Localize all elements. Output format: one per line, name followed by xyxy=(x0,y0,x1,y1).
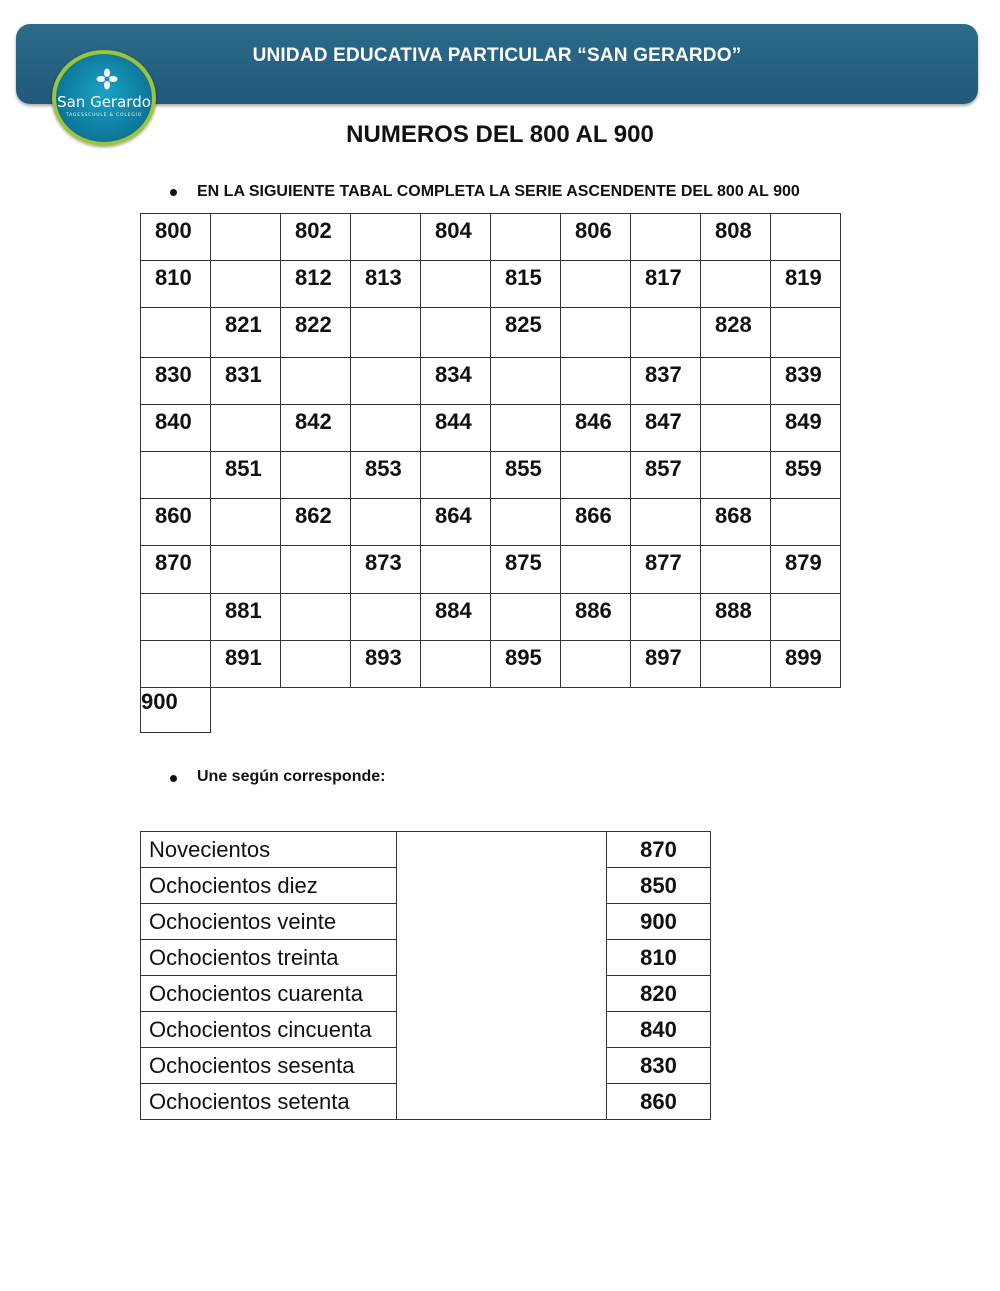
series-instruction: EN LA SIGUIENTE TABAL COMPLETA LA SERIE ASCENDENTE DEL 800 AL 900 xyxy=(197,183,800,200)
series-blank-cell[interactable] xyxy=(491,214,561,261)
number-value: 820 xyxy=(607,976,711,1012)
series-cell: 828 xyxy=(701,308,771,358)
series-cell: 873 xyxy=(351,546,421,594)
number-series-table xyxy=(140,213,841,688)
series-blank-cell[interactable] xyxy=(701,261,771,308)
series-blank-cell[interactable] xyxy=(701,405,771,452)
school-name: UNIDAD EDUCATIVA PARTICULAR “SAN GERARDO” xyxy=(252,45,742,66)
series-blank-cell[interactable] xyxy=(351,358,421,405)
series-blank-cell[interactable] xyxy=(771,308,841,358)
number-value: 830 xyxy=(607,1048,711,1084)
series-blank-cell[interactable] xyxy=(491,405,561,452)
series-blank-cell[interactable] xyxy=(701,358,771,405)
series-row xyxy=(141,358,841,405)
series-blank-cell[interactable] xyxy=(631,594,701,641)
series-cell: 864 xyxy=(421,499,491,546)
series-cell: 879 xyxy=(771,546,841,594)
series-cell: 877 xyxy=(631,546,701,594)
series-cell-900: 900 xyxy=(140,685,211,733)
series-cell: 839 xyxy=(771,358,841,405)
logo-name: San Gerardo xyxy=(57,93,151,111)
number-word: Ochocientos cincuenta xyxy=(141,1012,397,1048)
series-row xyxy=(141,594,841,641)
series-cell: 819 xyxy=(771,261,841,308)
series-blank-cell[interactable] xyxy=(211,546,281,594)
series-cell: 853 xyxy=(351,452,421,499)
series-cell: 821 xyxy=(211,308,281,358)
series-cell: 897 xyxy=(631,641,701,688)
number-word: Ochocientos setenta xyxy=(141,1084,397,1120)
series-blank-cell[interactable] xyxy=(351,594,421,641)
number-word: Ochocientos treinta xyxy=(141,940,397,976)
series-blank-cell[interactable] xyxy=(211,261,281,308)
series-cell: 846 xyxy=(561,405,631,452)
series-blank-cell[interactable] xyxy=(701,452,771,499)
number-value: 810 xyxy=(607,940,711,976)
series-cell: 855 xyxy=(491,452,561,499)
series-cell: 815 xyxy=(491,261,561,308)
series-cell: 831 xyxy=(211,358,281,405)
matching-line-area[interactable] xyxy=(397,832,607,1120)
series-blank-cell[interactable] xyxy=(421,261,491,308)
number-value: 900 xyxy=(607,904,711,940)
series-cell: 806 xyxy=(561,214,631,261)
series-blank-cell[interactable] xyxy=(631,308,701,358)
series-cell: 800 xyxy=(141,214,211,261)
series-cell: 857 xyxy=(631,452,701,499)
series-blank-cell[interactable] xyxy=(351,308,421,358)
bullet-icon xyxy=(170,189,177,196)
number-word: Ochocientos sesenta xyxy=(141,1048,397,1084)
series-cell: 837 xyxy=(631,358,701,405)
number-word: Ochocientos cuarenta xyxy=(141,976,397,1012)
series-blank-cell[interactable] xyxy=(421,452,491,499)
series-blank-cell[interactable] xyxy=(421,641,491,688)
series-cell: 830 xyxy=(141,358,211,405)
series-cell: 822 xyxy=(281,308,351,358)
series-cell: 875 xyxy=(491,546,561,594)
series-blank-cell[interactable] xyxy=(561,452,631,499)
series-cell: 834 xyxy=(421,358,491,405)
number-word: Ochocientos diez xyxy=(141,868,397,904)
series-blank-cell[interactable] xyxy=(701,641,771,688)
series-cell: 842 xyxy=(281,405,351,452)
number-word: Novecientos xyxy=(141,832,397,868)
series-blank-cell[interactable] xyxy=(421,308,491,358)
series-cell: 886 xyxy=(561,594,631,641)
bullet-icon xyxy=(170,775,177,782)
series-cell: 812 xyxy=(281,261,351,308)
series-blank-cell[interactable] xyxy=(561,358,631,405)
series-row xyxy=(141,499,841,546)
series-blank-cell[interactable] xyxy=(491,358,561,405)
series-cell: 895 xyxy=(491,641,561,688)
series-cell: 891 xyxy=(211,641,281,688)
series-cell: 870 xyxy=(141,546,211,594)
series-blank-cell[interactable] xyxy=(351,214,421,261)
number-value: 840 xyxy=(607,1012,711,1048)
series-cell: 844 xyxy=(421,405,491,452)
number-value: 860 xyxy=(607,1084,711,1120)
series-cell: 802 xyxy=(281,214,351,261)
series-blank-cell[interactable] xyxy=(141,308,211,358)
series-blank-cell[interactable] xyxy=(211,405,281,452)
series-blank-cell[interactable] xyxy=(771,214,841,261)
series-cell: 817 xyxy=(631,261,701,308)
series-cell: 810 xyxy=(141,261,211,308)
series-blank-cell[interactable] xyxy=(281,641,351,688)
flower-icon xyxy=(96,68,118,90)
matching-instruction: Une según corresponde: xyxy=(197,768,386,785)
series-cell: 881 xyxy=(211,594,281,641)
series-cell: 899 xyxy=(771,641,841,688)
series-blank-cell[interactable] xyxy=(631,499,701,546)
header-banner xyxy=(16,24,978,104)
series-blank-cell[interactable] xyxy=(351,405,421,452)
series-cell: 888 xyxy=(701,594,771,641)
series-cell: 893 xyxy=(351,641,421,688)
series-blank-cell[interactable] xyxy=(771,499,841,546)
series-cell: 866 xyxy=(561,499,631,546)
series-row xyxy=(141,452,841,499)
series-cell: 862 xyxy=(281,499,351,546)
series-row xyxy=(141,261,841,308)
series-blank-cell[interactable] xyxy=(281,594,351,641)
page-title: NUMEROS DEL 800 AL 900 xyxy=(346,121,654,148)
matching-table xyxy=(140,831,711,1120)
series-row xyxy=(141,405,841,452)
series-blank-cell[interactable] xyxy=(211,499,281,546)
series-cell: 860 xyxy=(141,499,211,546)
series-blank-cell[interactable] xyxy=(491,499,561,546)
series-blank-cell[interactable] xyxy=(771,594,841,641)
series-row xyxy=(141,214,841,261)
series-blank-cell[interactable] xyxy=(281,452,351,499)
number-value: 850 xyxy=(607,868,711,904)
series-cell: 884 xyxy=(421,594,491,641)
series-blank-cell[interactable] xyxy=(211,214,281,261)
series-cell: 849 xyxy=(771,405,841,452)
series-cell: 825 xyxy=(491,308,561,358)
series-blank-cell[interactable] xyxy=(561,308,631,358)
series-cell: 859 xyxy=(771,452,841,499)
series-blank-cell[interactable] xyxy=(141,452,211,499)
series-cell: 847 xyxy=(631,405,701,452)
number-word: Ochocientos veinte xyxy=(141,904,397,940)
series-cell: 851 xyxy=(211,452,281,499)
series-row xyxy=(141,546,841,594)
series-cell: 840 xyxy=(141,405,211,452)
series-blank-cell[interactable] xyxy=(141,594,211,641)
series-blank-cell[interactable] xyxy=(281,358,351,405)
series-blank-cell[interactable] xyxy=(421,546,491,594)
matching-row xyxy=(141,832,711,868)
series-cell: 813 xyxy=(351,261,421,308)
series-blank-cell[interactable] xyxy=(491,594,561,641)
series-cell: 804 xyxy=(421,214,491,261)
number-value: 870 xyxy=(607,832,711,868)
series-blank-cell[interactable] xyxy=(281,546,351,594)
logo-subtitle: TAGESSCHULE & COLEGIO xyxy=(65,113,143,118)
series-blank-cell[interactable] xyxy=(351,499,421,546)
series-blank-cell[interactable] xyxy=(631,214,701,261)
series-row xyxy=(141,308,841,358)
series-blank-cell[interactable] xyxy=(561,546,631,594)
series-blank-cell[interactable] xyxy=(701,546,771,594)
series-blank-cell[interactable] xyxy=(561,641,631,688)
series-row xyxy=(141,641,841,688)
series-cell: 808 xyxy=(701,214,771,261)
series-cell: 868 xyxy=(701,499,771,546)
series-blank-cell[interactable] xyxy=(561,261,631,308)
series-blank-cell[interactable] xyxy=(141,641,211,688)
